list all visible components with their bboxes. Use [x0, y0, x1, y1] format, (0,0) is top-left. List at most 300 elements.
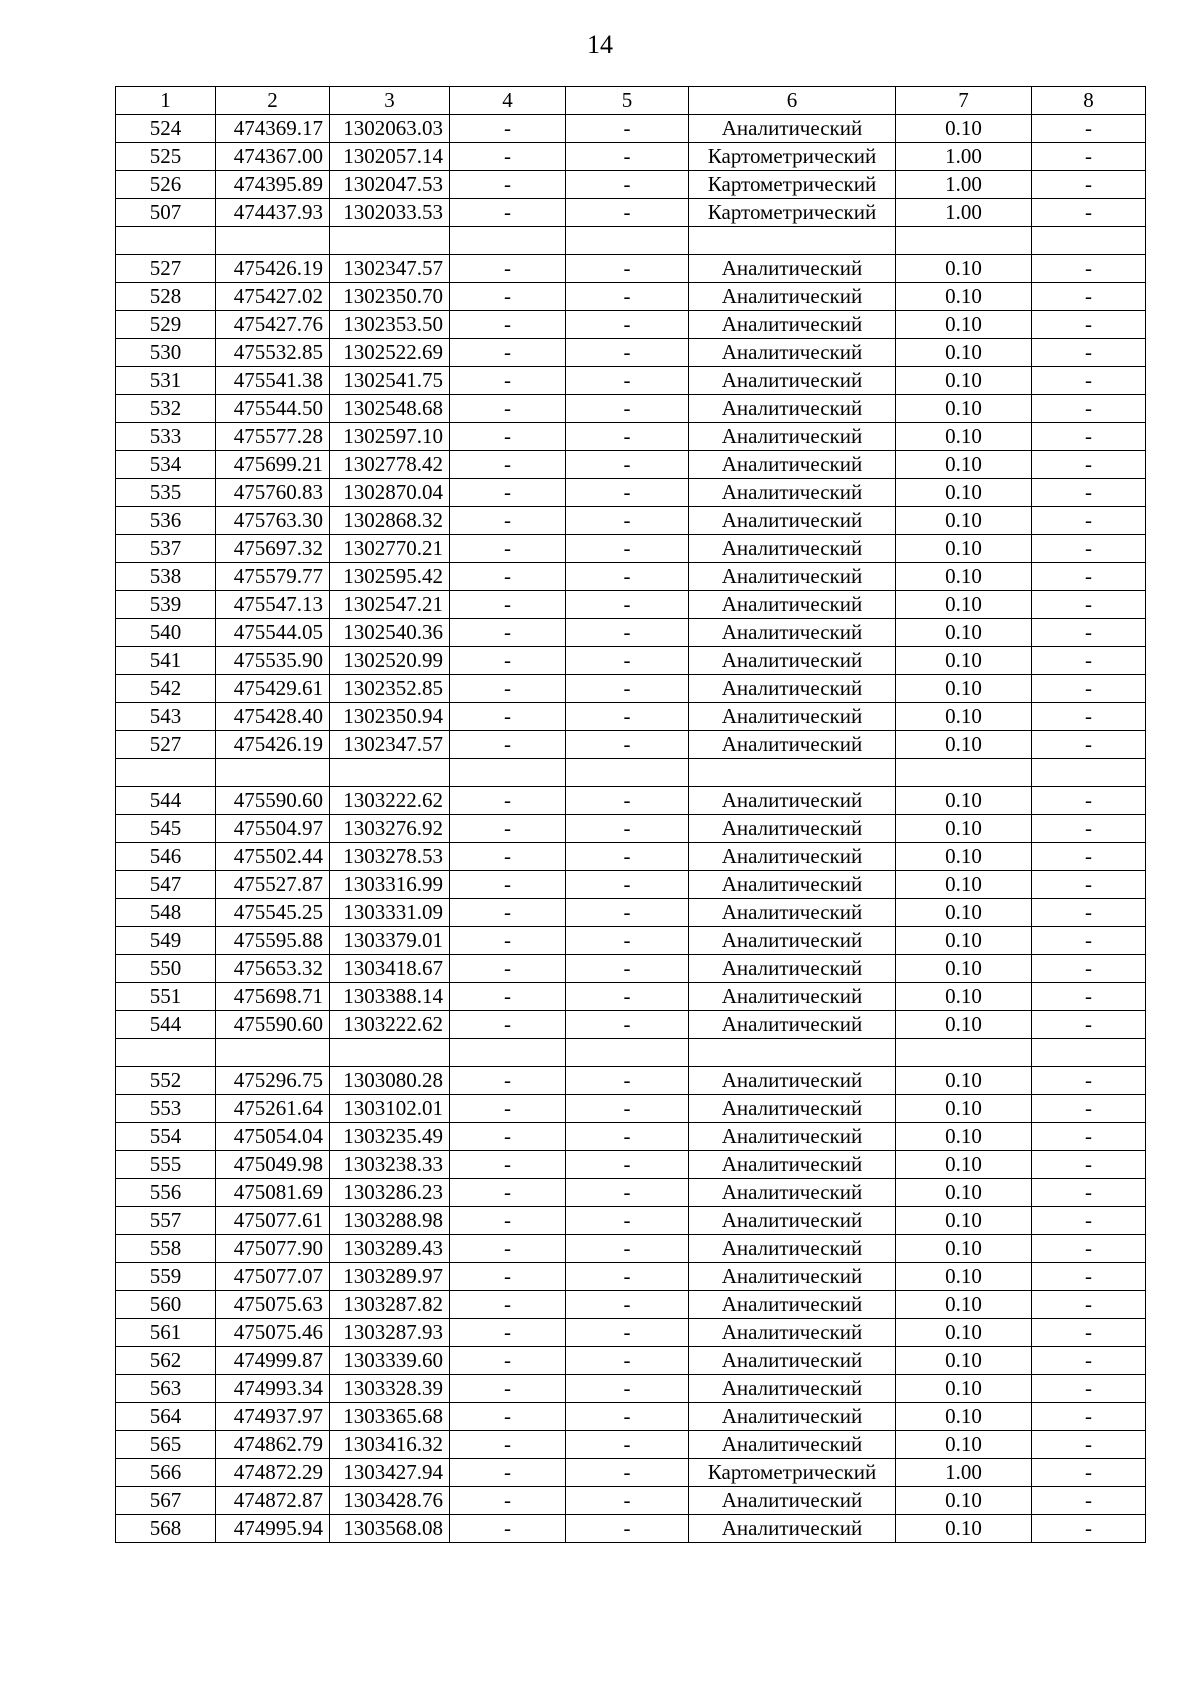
col-8-cell: - — [1032, 283, 1146, 311]
method-cell: Аналитический — [689, 843, 896, 871]
point-number-cell: 535 — [116, 479, 216, 507]
col-4-cell: - — [450, 1487, 566, 1515]
col-5-cell: - — [566, 395, 689, 423]
accuracy-cell: 0.10 — [896, 899, 1032, 927]
point-number-cell: 541 — [116, 647, 216, 675]
col-8-cell — [1032, 227, 1146, 255]
col-4-cell: - — [450, 423, 566, 451]
x-coordinate-cell: 475077.07 — [216, 1263, 330, 1291]
col-4-cell: - — [450, 339, 566, 367]
method-cell: Аналитический — [689, 1263, 896, 1291]
table-row — [116, 591, 1146, 619]
point-number-cell: 525 — [116, 143, 216, 171]
table-row — [116, 1291, 1146, 1319]
col-8-cell: - — [1032, 171, 1146, 199]
col-8-cell: - — [1032, 507, 1146, 535]
col-5-cell: - — [566, 1179, 689, 1207]
accuracy-cell: 0.10 — [896, 619, 1032, 647]
method-cell: Аналитический — [689, 955, 896, 983]
y-coordinate-cell: 1303080.28 — [330, 1067, 450, 1095]
col-8-cell: - — [1032, 199, 1146, 227]
col-4-cell: - — [450, 535, 566, 563]
x-coordinate-cell: 475535.90 — [216, 647, 330, 675]
accuracy-cell — [896, 1039, 1032, 1067]
x-coordinate-cell — [216, 759, 330, 787]
point-number-cell: 557 — [116, 1207, 216, 1235]
y-coordinate-cell: 1302353.50 — [330, 311, 450, 339]
col-8-cell: - — [1032, 591, 1146, 619]
x-coordinate-cell: 475077.90 — [216, 1235, 330, 1263]
method-cell: Аналитический — [689, 339, 896, 367]
col-5-cell: - — [566, 1263, 689, 1291]
col-5-cell: - — [566, 927, 689, 955]
col-5-cell: - — [566, 619, 689, 647]
y-coordinate-cell: 1303289.43 — [330, 1235, 450, 1263]
accuracy-cell: 0.10 — [896, 1487, 1032, 1515]
col-4-cell: - — [450, 507, 566, 535]
col-4-cell: - — [450, 395, 566, 423]
col-8-cell: - — [1032, 1263, 1146, 1291]
x-coordinate-cell: 475544.50 — [216, 395, 330, 423]
method-cell: Аналитический — [689, 255, 896, 283]
col-4-cell — [450, 1039, 566, 1067]
y-coordinate-cell: 1302033.53 — [330, 199, 450, 227]
accuracy-cell: 0.10 — [896, 1291, 1032, 1319]
accuracy-cell: 0.10 — [896, 479, 1032, 507]
point-number-cell: 562 — [116, 1347, 216, 1375]
table-row — [116, 479, 1146, 507]
point-number-cell: 537 — [116, 535, 216, 563]
separator-row — [116, 227, 1146, 255]
col-8-cell: - — [1032, 1515, 1146, 1543]
col-4-cell: - — [450, 955, 566, 983]
method-cell — [689, 759, 896, 787]
col-8-cell: - — [1032, 899, 1146, 927]
x-coordinate-cell: 475699.21 — [216, 451, 330, 479]
col-5-cell: - — [566, 1431, 689, 1459]
point-number-cell: 527 — [116, 731, 216, 759]
col-4-cell: - — [450, 367, 566, 395]
separator-row — [116, 759, 1146, 787]
accuracy-cell: 0.10 — [896, 1235, 1032, 1263]
col-8-cell: - — [1032, 1123, 1146, 1151]
method-cell: Аналитический — [689, 1207, 896, 1235]
column-header: 7 — [896, 87, 1032, 115]
accuracy-cell: 0.10 — [896, 787, 1032, 815]
method-cell: Аналитический — [689, 1347, 896, 1375]
col-5-cell — [566, 227, 689, 255]
method-cell: Аналитический — [689, 423, 896, 451]
x-coordinate-cell: 475075.46 — [216, 1319, 330, 1347]
point-number-cell — [116, 1039, 216, 1067]
table-row — [116, 1179, 1146, 1207]
col-4-cell — [450, 759, 566, 787]
point-number-cell: 544 — [116, 1011, 216, 1039]
x-coordinate-cell: 474369.17 — [216, 115, 330, 143]
col-5-cell: - — [566, 143, 689, 171]
point-number-cell: 558 — [116, 1235, 216, 1263]
col-5-cell: - — [566, 1151, 689, 1179]
method-cell: Аналитический — [689, 311, 896, 339]
x-coordinate-cell: 475075.63 — [216, 1291, 330, 1319]
col-5-cell: - — [566, 479, 689, 507]
table-row — [116, 1095, 1146, 1123]
col-8-cell: - — [1032, 1319, 1146, 1347]
col-8-cell: - — [1032, 647, 1146, 675]
x-coordinate-cell: 475429.61 — [216, 675, 330, 703]
x-coordinate-cell: 475427.76 — [216, 311, 330, 339]
point-number-cell: 553 — [116, 1095, 216, 1123]
col-4-cell: - — [450, 311, 566, 339]
col-4-cell: - — [450, 143, 566, 171]
col-5-cell: - — [566, 115, 689, 143]
col-5-cell: - — [566, 899, 689, 927]
method-cell: Аналитический — [689, 1375, 896, 1403]
accuracy-cell: 0.10 — [896, 1515, 1032, 1543]
col-5-cell: - — [566, 1011, 689, 1039]
col-8-cell: - — [1032, 1207, 1146, 1235]
col-8-cell: - — [1032, 731, 1146, 759]
method-cell: Аналитический — [689, 1515, 896, 1543]
col-5-cell: - — [566, 1291, 689, 1319]
y-coordinate-cell: 1303286.23 — [330, 1179, 450, 1207]
col-4-cell — [450, 227, 566, 255]
col-5-cell: - — [566, 283, 689, 311]
y-coordinate-cell — [330, 759, 450, 787]
method-cell: Аналитический — [689, 115, 896, 143]
table-row — [116, 339, 1146, 367]
method-cell: Аналитический — [689, 1151, 896, 1179]
method-cell: Аналитический — [689, 1095, 896, 1123]
table-row — [116, 311, 1146, 339]
table-row — [116, 1375, 1146, 1403]
y-coordinate-cell — [330, 227, 450, 255]
col-8-cell: - — [1032, 451, 1146, 479]
method-cell: Аналитический — [689, 871, 896, 899]
col-5-cell: - — [566, 1487, 689, 1515]
table-row — [116, 787, 1146, 815]
col-8-cell: - — [1032, 1095, 1146, 1123]
accuracy-cell: 0.10 — [896, 563, 1032, 591]
col-5-cell: - — [566, 1319, 689, 1347]
table-row — [116, 815, 1146, 843]
accuracy-cell: 0.10 — [896, 311, 1032, 339]
col-4-cell: - — [450, 563, 566, 591]
y-coordinate-cell: 1303416.32 — [330, 1431, 450, 1459]
x-coordinate-cell: 474437.93 — [216, 199, 330, 227]
x-coordinate-cell: 475426.19 — [216, 255, 330, 283]
table-row — [116, 199, 1146, 227]
col-8-cell: - — [1032, 983, 1146, 1011]
table-row — [116, 1067, 1146, 1095]
table-row — [116, 423, 1146, 451]
x-coordinate-cell: 475698.71 — [216, 983, 330, 1011]
col-5-cell: - — [566, 1459, 689, 1487]
table-row — [116, 1459, 1146, 1487]
col-8-cell: - — [1032, 1067, 1146, 1095]
col-8-cell: - — [1032, 871, 1146, 899]
y-coordinate-cell: 1303287.93 — [330, 1319, 450, 1347]
col-4-cell: - — [450, 703, 566, 731]
accuracy-cell: 0.10 — [896, 255, 1032, 283]
col-5-cell: - — [566, 815, 689, 843]
point-number-cell: 568 — [116, 1515, 216, 1543]
col-4-cell: - — [450, 1263, 566, 1291]
separator-row — [116, 1039, 1146, 1067]
accuracy-cell: 0.10 — [896, 927, 1032, 955]
point-number-cell: 544 — [116, 787, 216, 815]
accuracy-cell: 0.10 — [896, 983, 1032, 1011]
col-4-cell: - — [450, 675, 566, 703]
y-coordinate-cell: 1303287.82 — [330, 1291, 450, 1319]
point-number-cell: 561 — [116, 1319, 216, 1347]
col-4-cell: - — [450, 1235, 566, 1263]
col-8-cell: - — [1032, 479, 1146, 507]
accuracy-cell: 0.10 — [896, 591, 1032, 619]
x-coordinate-cell: 475590.60 — [216, 1011, 330, 1039]
point-number-cell: 546 — [116, 843, 216, 871]
col-8-cell: - — [1032, 339, 1146, 367]
accuracy-cell: 0.10 — [896, 647, 1032, 675]
accuracy-cell: 1.00 — [896, 171, 1032, 199]
x-coordinate-cell: 474862.79 — [216, 1431, 330, 1459]
x-coordinate-cell: 475527.87 — [216, 871, 330, 899]
col-5-cell: - — [566, 787, 689, 815]
accuracy-cell: 1.00 — [896, 1459, 1032, 1487]
col-5-cell: - — [566, 171, 689, 199]
accuracy-cell: 0.10 — [896, 339, 1032, 367]
x-coordinate-cell: 475261.64 — [216, 1095, 330, 1123]
table-row — [116, 1487, 1146, 1515]
table-row — [116, 367, 1146, 395]
y-coordinate-cell: 1303568.08 — [330, 1515, 450, 1543]
table-row — [116, 619, 1146, 647]
x-coordinate-cell: 475054.04 — [216, 1123, 330, 1151]
column-header: 6 — [689, 87, 896, 115]
table-row — [116, 1263, 1146, 1291]
col-8-cell: - — [1032, 563, 1146, 591]
point-number-cell: 530 — [116, 339, 216, 367]
y-coordinate-cell: 1303238.33 — [330, 1151, 450, 1179]
point-number-cell: 534 — [116, 451, 216, 479]
point-number-cell: 531 — [116, 367, 216, 395]
col-4-cell: - — [450, 199, 566, 227]
table-row — [116, 395, 1146, 423]
point-number-cell: 528 — [116, 283, 216, 311]
point-number-cell: 529 — [116, 311, 216, 339]
table-row — [116, 143, 1146, 171]
point-number-cell: 524 — [116, 115, 216, 143]
col-5-cell: - — [566, 451, 689, 479]
y-coordinate-cell: 1302350.94 — [330, 703, 450, 731]
table-row — [116, 1403, 1146, 1431]
col-4-cell: - — [450, 115, 566, 143]
point-number-cell: 549 — [116, 927, 216, 955]
col-8-cell: - — [1032, 1179, 1146, 1207]
x-coordinate-cell: 475428.40 — [216, 703, 330, 731]
point-number-cell: 547 — [116, 871, 216, 899]
accuracy-cell: 0.10 — [896, 507, 1032, 535]
point-number-cell: 564 — [116, 1403, 216, 1431]
accuracy-cell: 0.10 — [896, 1095, 1032, 1123]
column-header: 5 — [566, 87, 689, 115]
x-coordinate-cell: 475532.85 — [216, 339, 330, 367]
col-4-cell: - — [450, 1207, 566, 1235]
method-cell: Картометрический — [689, 1459, 896, 1487]
method-cell: Аналитический — [689, 591, 896, 619]
y-coordinate-cell: 1302770.21 — [330, 535, 450, 563]
col-5-cell: - — [566, 255, 689, 283]
y-coordinate-cell: 1302870.04 — [330, 479, 450, 507]
col-4-cell: - — [450, 1095, 566, 1123]
y-coordinate-cell: 1302778.42 — [330, 451, 450, 479]
point-number-cell: 527 — [116, 255, 216, 283]
col-8-cell: - — [1032, 1235, 1146, 1263]
col-5-cell: - — [566, 703, 689, 731]
point-number-cell: 545 — [116, 815, 216, 843]
table-row — [116, 955, 1146, 983]
y-coordinate-cell: 1302057.14 — [330, 143, 450, 171]
table-row — [116, 283, 1146, 311]
col-8-cell: - — [1032, 1431, 1146, 1459]
col-8-cell: - — [1032, 703, 1146, 731]
point-number-cell: 566 — [116, 1459, 216, 1487]
col-5-cell: - — [566, 871, 689, 899]
table-row — [116, 1347, 1146, 1375]
accuracy-cell — [896, 759, 1032, 787]
x-coordinate-cell: 475541.38 — [216, 367, 330, 395]
table-row — [116, 1235, 1146, 1263]
y-coordinate-cell: 1303328.39 — [330, 1375, 450, 1403]
col-8-cell: - — [1032, 311, 1146, 339]
col-8-cell: - — [1032, 1459, 1146, 1487]
col-4-cell: - — [450, 1459, 566, 1487]
col-5-cell: - — [566, 339, 689, 367]
point-number-cell: 538 — [116, 563, 216, 591]
method-cell: Картометрический — [689, 199, 896, 227]
table-row — [116, 731, 1146, 759]
column-header: 1 — [116, 87, 216, 115]
x-coordinate-cell: 475760.83 — [216, 479, 330, 507]
y-coordinate-cell: 1302522.69 — [330, 339, 450, 367]
col-5-cell: - — [566, 423, 689, 451]
accuracy-cell: 0.10 — [896, 703, 1032, 731]
column-header: 3 — [330, 87, 450, 115]
method-cell: Аналитический — [689, 451, 896, 479]
method-cell: Аналитический — [689, 479, 896, 507]
x-coordinate-cell: 474367.00 — [216, 143, 330, 171]
x-coordinate-cell: 475697.32 — [216, 535, 330, 563]
col-8-cell: - — [1032, 843, 1146, 871]
col-5-cell: - — [566, 591, 689, 619]
col-4-cell: - — [450, 1123, 566, 1151]
col-4-cell: - — [450, 899, 566, 927]
table-row — [116, 1515, 1146, 1543]
table-row — [116, 1011, 1146, 1039]
col-4-cell: - — [450, 1347, 566, 1375]
col-8-cell: - — [1032, 255, 1146, 283]
method-cell: Аналитический — [689, 983, 896, 1011]
accuracy-cell: 0.10 — [896, 871, 1032, 899]
table-row — [116, 1319, 1146, 1347]
x-coordinate-cell: 475504.97 — [216, 815, 330, 843]
point-number-cell: 543 — [116, 703, 216, 731]
method-cell — [689, 1039, 896, 1067]
y-coordinate-cell: 1302352.85 — [330, 675, 450, 703]
col-4-cell: - — [450, 983, 566, 1011]
x-coordinate-cell: 474999.87 — [216, 1347, 330, 1375]
col-8-cell: - — [1032, 535, 1146, 563]
col-5-cell: - — [566, 1375, 689, 1403]
col-8-cell: - — [1032, 395, 1146, 423]
accuracy-cell — [896, 227, 1032, 255]
method-cell: Аналитический — [689, 1431, 896, 1459]
col-8-cell: - — [1032, 955, 1146, 983]
col-4-cell: - — [450, 1291, 566, 1319]
col-4-cell: - — [450, 647, 566, 675]
col-8-cell: - — [1032, 675, 1146, 703]
point-number-cell: 567 — [116, 1487, 216, 1515]
table-row — [116, 843, 1146, 871]
col-5-cell: - — [566, 647, 689, 675]
x-coordinate-cell — [216, 227, 330, 255]
y-coordinate-cell: 1303276.92 — [330, 815, 450, 843]
accuracy-cell: 0.10 — [896, 535, 1032, 563]
accuracy-cell: 0.10 — [896, 1151, 1032, 1179]
y-coordinate-cell: 1303102.01 — [330, 1095, 450, 1123]
col-8-cell: - — [1032, 115, 1146, 143]
col-8-cell: - — [1032, 1151, 1146, 1179]
col-8-cell: - — [1032, 1403, 1146, 1431]
y-coordinate-cell: 1303427.94 — [330, 1459, 450, 1487]
col-5-cell: - — [566, 983, 689, 1011]
col-5-cell: - — [566, 563, 689, 591]
col-4-cell: - — [450, 815, 566, 843]
y-coordinate-cell: 1302595.42 — [330, 563, 450, 591]
accuracy-cell: 0.10 — [896, 1403, 1032, 1431]
y-coordinate-cell: 1303418.67 — [330, 955, 450, 983]
accuracy-cell: 0.10 — [896, 731, 1032, 759]
col-5-cell — [566, 1039, 689, 1067]
x-coordinate-cell: 475590.60 — [216, 787, 330, 815]
y-coordinate-cell: 1303365.68 — [330, 1403, 450, 1431]
method-cell — [689, 227, 896, 255]
col-5-cell: - — [566, 535, 689, 563]
col-8-cell: - — [1032, 1347, 1146, 1375]
accuracy-cell: 0.10 — [896, 1067, 1032, 1095]
column-header: 4 — [450, 87, 566, 115]
accuracy-cell: 0.10 — [896, 843, 1032, 871]
col-5-cell: - — [566, 367, 689, 395]
point-number-cell: 552 — [116, 1067, 216, 1095]
y-coordinate-cell: 1302597.10 — [330, 423, 450, 451]
point-number-cell: 539 — [116, 591, 216, 619]
y-coordinate-cell: 1303331.09 — [330, 899, 450, 927]
accuracy-cell: 0.10 — [896, 367, 1032, 395]
col-8-cell: - — [1032, 423, 1146, 451]
coordinates-table — [115, 86, 1146, 1543]
col-5-cell: - — [566, 1347, 689, 1375]
method-cell: Аналитический — [689, 1403, 896, 1431]
x-coordinate-cell: 475427.02 — [216, 283, 330, 311]
table-row — [116, 255, 1146, 283]
method-cell: Аналитический — [689, 1319, 896, 1347]
point-number-cell: 554 — [116, 1123, 216, 1151]
table-row — [116, 675, 1146, 703]
y-coordinate-cell: 1303235.49 — [330, 1123, 450, 1151]
y-coordinate-cell: 1302520.99 — [330, 647, 450, 675]
col-5-cell: - — [566, 1123, 689, 1151]
